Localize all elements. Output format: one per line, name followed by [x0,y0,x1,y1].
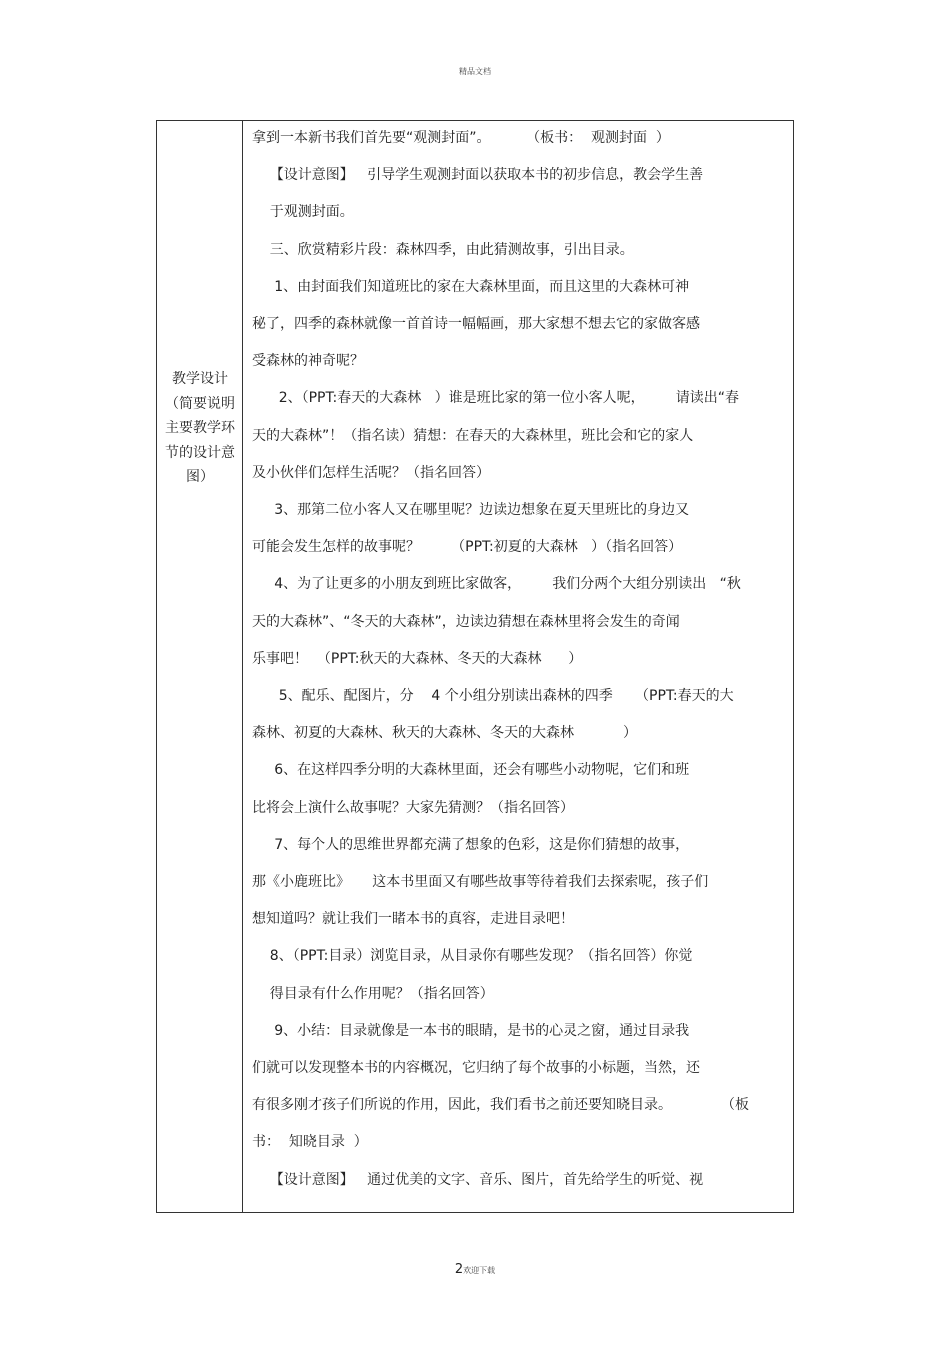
content-line: 拿到一本新书我们首先要“观测封面”。 （板书： 观测封面 ） [252,130,670,146]
page-footer [0,1262,950,1277]
content-line: 有很多刚才孩子们所说的作用，因此，我们看书之前还要知晓目录。 （板 [252,1097,749,1114]
content-line: 9、小结：目录就像是一本书的眼睛，是书的心灵之窗，通过目录我 [252,1022,690,1039]
content-line: 【设计意图】 引导学生观测封面以获取本书的初步信息，教会学生善 [252,167,704,184]
content-line: 天的大森林”！（指名读）猜想：在春天的大森林里，班比会和它的家人 [252,427,694,444]
content-line: 及小伙伴们怎样生活呢？（指名回答） [252,464,490,481]
content-line: 7、每个人的思维世界都充满了想象的色彩，这是你们猜想的故事， [252,836,690,853]
lesson-table [156,120,794,1213]
content-line: 于观测封面。 [252,204,354,221]
content-line: 2、（PPT:春天的大森林 ）谁是班比家的第一位小客人呢， 请读出“春 [252,390,739,407]
content-line: 可能会发生怎样的故事呢？ （PPT:初夏的大森林 ）（指名回答） [252,539,683,556]
content-line: 【设计意图】 通过优美的文字、音乐、图片，首先给学生的听觉、视 [252,1171,704,1188]
content-line: 3、那第二位小客人又在哪里呢？边读边想象在夏天里班比的身边又 [252,502,690,518]
content-line: 秘了，四季的森林就像一首首诗一幅幅画，那大家想不想去它的家做客感 [252,316,700,332]
content-line: 4、为了让更多的小朋友到班比家做客， 我们分两个大组分别读出 “秋 [252,576,741,593]
row-label: 教学设计（简要说明主要教学环节的设计意图） [165,371,235,485]
content-line: 森林、初夏的大森林、秋天的大森林、冬天的大森林 ） [252,725,637,742]
content-line: 天的大森林”、“冬天的大森林”，边读边猜想在森林里将会发生的奇闻 [252,613,680,630]
content-line: 6、在这样四季分明的大森林里面，还会有哪些小动物呢，它们和班 [252,762,690,779]
footer-text: 欢迎下载 [463,1266,496,1275]
content-line: 1、由封面我们知道班比的家在大森林里面，而且这里的大森林可神 [252,278,690,295]
content-line: 得目录有什么作用呢？（指名回答） [252,985,494,1002]
content-line: 比将会上演什么故事呢？大家先猜测？（指名回答） [252,799,574,816]
page-header: 精品文档 [459,67,491,76]
content-line: 乐事吧！ （PPT:秋天的大森林、冬天的大森林 ） [252,650,583,667]
content-line: 们就可以发现整本书的内容概况，它归纳了每个故事的小标题，当然，还 [252,1060,700,1076]
content-line: 受森林的神奇呢？ [252,353,364,370]
content-line: 那《小鹿班比》 这本书里面又有哪些故事等待着我们去探索呢，孩子们 [252,874,709,890]
label-cell [157,121,243,1212]
content-line: 8、（PPT:目录）浏览目录，从目录你有哪些发现？（指名回答）你觉 [252,948,693,965]
page-number: 2 [454,1262,464,1277]
content-line: 想知道吗？就让我们一睹本书的真容，走进目录吧！ [252,911,574,928]
content-line: 书： 知晓目录 ） [252,1134,368,1151]
content-line: 三、欣赏精彩片段：森林四季，由此猜测故事，引出目录。 [252,241,634,258]
content-line: 5、配乐、配图片，分 4 个小组分别读出森林的四季 （PPT:春天的大 [252,688,734,704]
